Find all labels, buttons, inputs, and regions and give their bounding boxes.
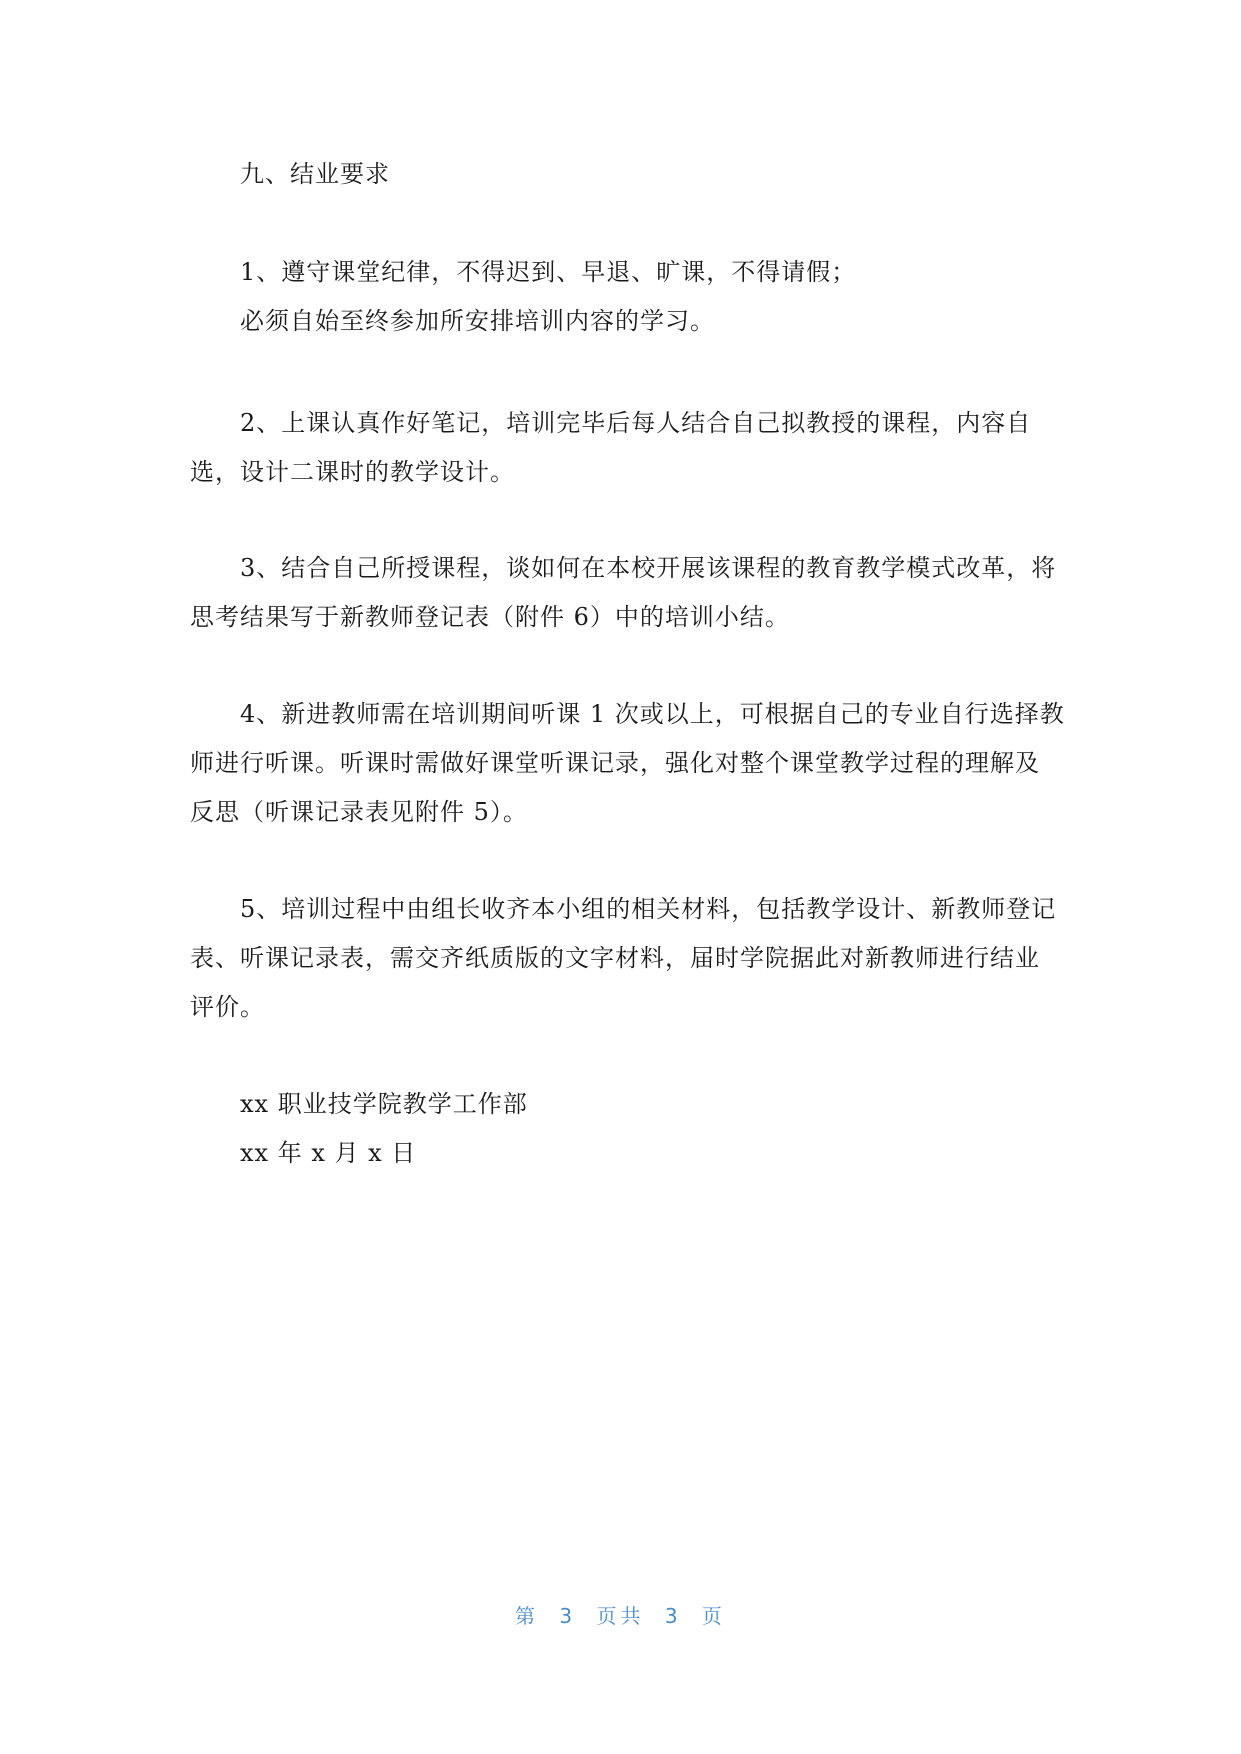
requirement-item-1 (190, 248, 1055, 346)
page-number-footer: 第 3 页共 3 页 (515, 1604, 726, 1628)
paragraph-line: 思考结果写于新教师登记表（附件 6）中的培训小结。 (190, 603, 790, 631)
signature-block (190, 1080, 1055, 1178)
paragraph-line: 3、结合自己所授课程，谈如何在本校开展该课程的教育教学模式改革，将 (240, 554, 1057, 582)
requirement-item-3 (190, 544, 1055, 642)
requirement-item-2 (190, 399, 1055, 497)
paragraph-line: 1、遵守课堂纪律，不得迟到、早退、旷课，不得请假； (240, 258, 857, 286)
section-heading: 九、结业要求 (240, 160, 390, 188)
paragraph-line: 选，设计二课时的教学设计。 (190, 458, 515, 486)
paragraph-line: 评价。 (190, 993, 265, 1021)
requirement-item-4 (190, 690, 1065, 837)
requirement-item-5 (190, 885, 1055, 1032)
paragraph-line: 5、培训过程中由组长收齐本小组的相关材料，包括教学设计、新教师登记 (240, 895, 1057, 923)
signature-organization: xx 职业技学院教学工作部 (240, 1090, 528, 1118)
signature-date: xx 年 x 月 x 日 (240, 1139, 417, 1167)
paragraph-line: 反思（听课记录表见附件 5）。 (190, 798, 528, 826)
document-body (190, 150, 1065, 1178)
paragraph-line: 4、新进教师需在培训期间听课 1 次或以上，可根据自己的专业自行选择教 (240, 700, 1065, 728)
paragraph-line: 师进行听课。听课时需做好课堂听课记录，强化对整个课堂教学过程的理解及 (190, 749, 1040, 777)
paragraph-line: 必须自始至终参加所安排培训内容的学习。 (240, 307, 715, 335)
paragraph-line: 表、听课记录表，需交齐纸质版的文字材料，届时学院据此对新教师进行结业 (190, 944, 1040, 972)
paragraph-line: 2、上课认真作好笔记，培训完毕后每人结合自己拟教授的课程，内容自 (240, 409, 1032, 437)
